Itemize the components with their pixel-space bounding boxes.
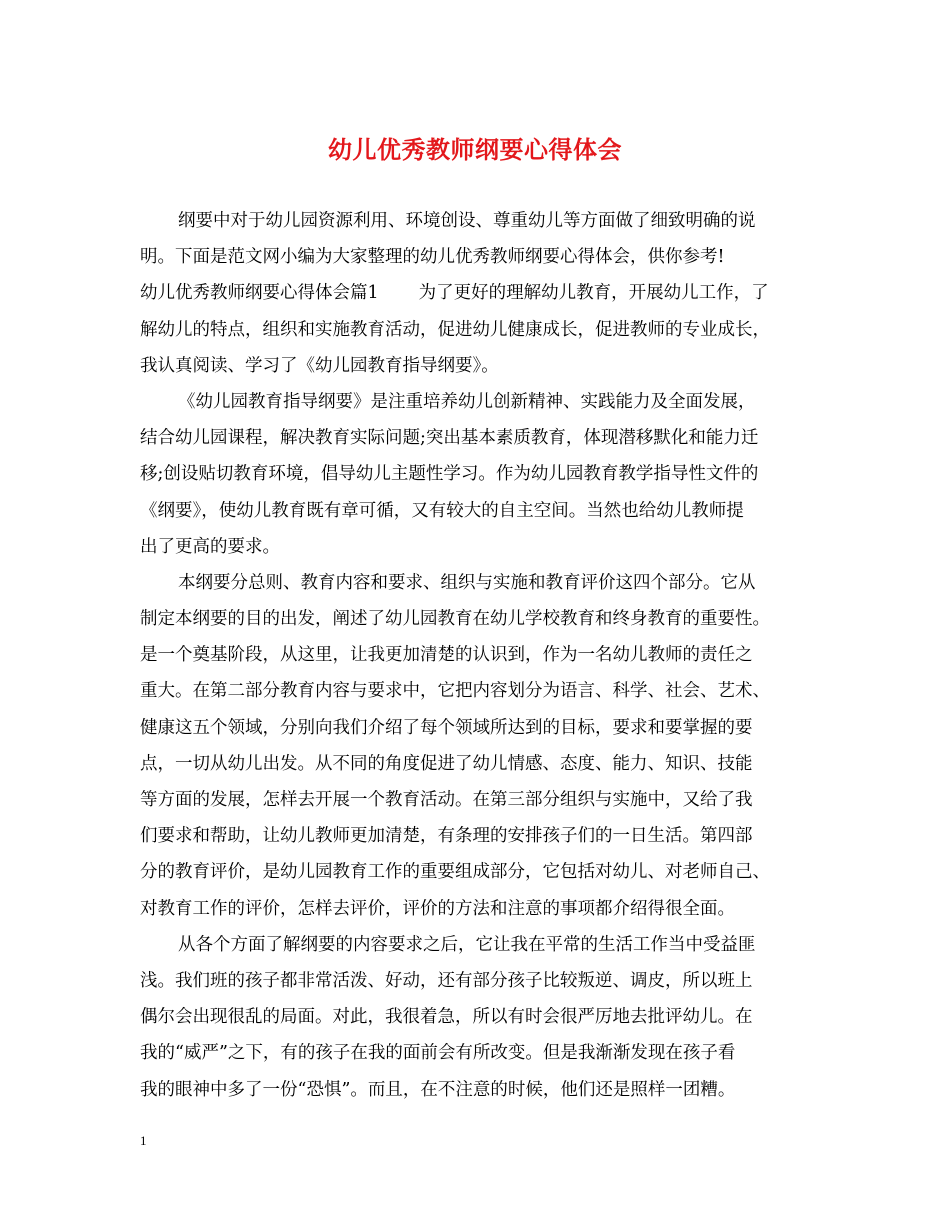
text-line: 纲要中对于幼儿园资源利用、环境创设、尊重幼儿等方面做了细致明确的说 — [178, 211, 756, 231]
text-line: 本纲要分总则、教育内容和要求、组织与实施和教育评价这四个部分。它从 — [178, 572, 756, 593]
text-line: 明。下面是范文网小编为大家整理的幼儿优秀教师纲要心得体会，供你参考! — [140, 247, 725, 268]
text-line: 重大。在第二部分教育内容与要求中，它把内容划分为语言、科学、社会、艺术、 — [140, 681, 770, 702]
text-line: 结合幼儿园课程，解决教育实际问题;突出基本素质教育，体现潜移默化和能力迁 — [140, 428, 759, 449]
text-line: 等方面的发展，怎样去开展一个教育活动。在第三部分组织与实施中，又给了我 — [140, 790, 753, 810]
text-line: 是一个奠基阶段，从这里，让我更加清楚的认识到，作为一名幼儿教师的责任之 — [140, 645, 753, 666]
text-line: 们要求和帮助，让幼儿教师更加清楚，有条理的安排孩子们的一日生活。第四部 — [140, 826, 753, 847]
document-body — [140, 203, 830, 1108]
text-line: 我的眼神中多了一份“恐惧”。而且，在不注意的时候，他们还是照样一团糟。 — [140, 1079, 736, 1100]
text-line: 浅。我们班的孩子都非常活泼、好动，还有部分孩子比较叛逆、调皮，所以班上 — [140, 970, 753, 991]
section-heading: 幼儿优秀教师纲要心得体会篇1 — [140, 283, 379, 304]
text-line: 《幼儿园教育指导纲要》是注重培养幼儿创新精神、实践能力及全面发展， — [178, 391, 756, 412]
text-line: 从各个方面了解纲要的内容要求之后，它让我在平常的生活工作当中受益匪 — [178, 934, 756, 955]
text-line: 我认真阅读、学习了《幼儿园教育指导纲要》。 — [140, 355, 499, 376]
text-line: 制定本纲要的目的出发，阐述了幼儿园教育在幼儿学校教育和终身教育的重要性。 — [140, 609, 770, 630]
text-line: 《纲要》，使幼儿教育既有章可循，又有较大的自主空间。当然也给幼儿教师提 — [140, 500, 744, 521]
text-line: 对教育工作的评价，怎样去评价，评价的方法和注意的事项都介绍得很全面。 — [140, 898, 735, 919]
text-line: 移;创设贴切教育环境，倡导幼儿主题性学习。作为幼儿园教育教学指导性文件的 — [140, 464, 759, 485]
text-line: 出了更高的要求。 — [140, 536, 280, 557]
text-line: 点，一切从幼儿出发。从不同的角度促进了幼儿情感、态度、能力、知识、技能 — [140, 753, 753, 774]
text-line: 分的教育评价，是幼儿园教育工作的重要组成部分，它包括对幼儿、对老师自己、 — [140, 862, 770, 883]
text-line-with-heading — [140, 275, 830, 311]
document-title: 幼儿优秀教师纲要心得体会 — [328, 135, 622, 164]
text-segment: 为了更好的理解幼儿教育，开展幼儿工作，了 — [418, 283, 769, 304]
page-number: 1 — [140, 1133, 147, 1148]
text-line: 健康这五个领域，分别向我们介绍了每个领域所达到的目标，要求和要掌握的要 — [140, 717, 753, 738]
text-line: 偶尔会出现很乱的局面。对此，我很着急，所以有时会很严厉地去批评幼儿。在 — [140, 1007, 753, 1028]
text-line: 我的“威严”之下，有的孩子在我的面前会有所改变。但是我渐渐发现在孩子看 — [140, 1043, 736, 1064]
text-line: 解幼儿的特点，组织和实施教育活动，促进幼儿健康成长，促进教师的专业成长， — [140, 319, 770, 340]
